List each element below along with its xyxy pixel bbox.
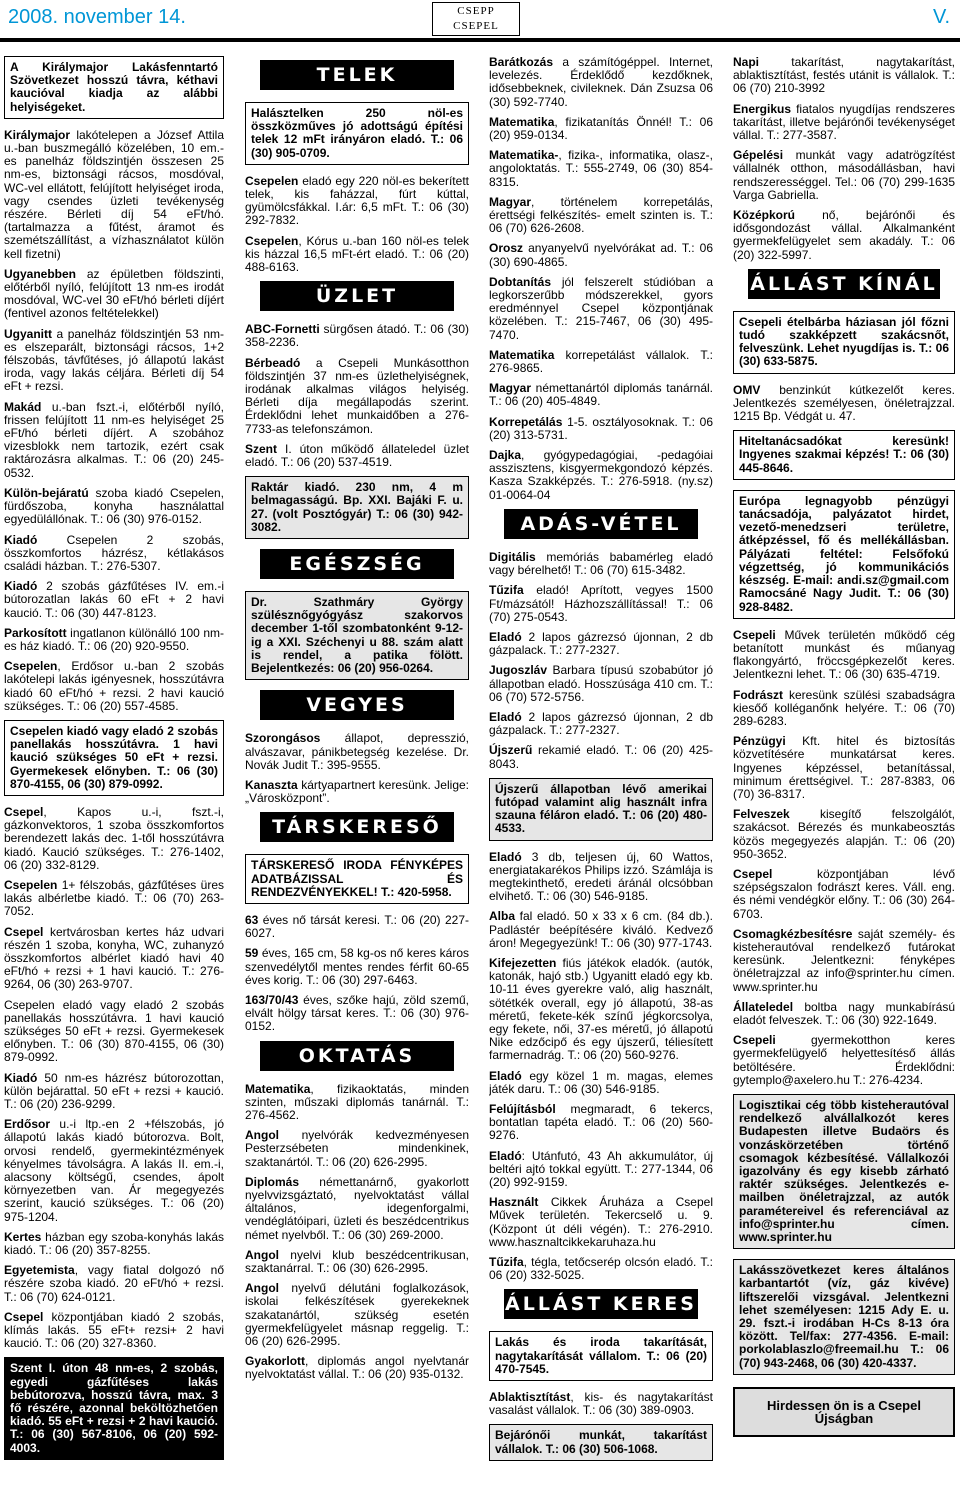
classified-ad <box>733 629 955 682</box>
ad-keyword: Orosz <box>489 241 524 256</box>
ad-text: Csepelen eladó vagy eladó 2 szobás panellakás hosszútávra. 1 havi kaució szükséges 50 eFt + rezsi. Gyermekesek előnyben. T.: 06 (30) 870-4155, 06 (30) 879-0992. <box>4 997 224 1065</box>
classified-ad <box>245 947 469 987</box>
classified-ad <box>245 1355 469 1381</box>
ad-keyword: Gyakorlott <box>245 1354 306 1369</box>
ad-keyword: Matematika <box>245 1081 311 1096</box>
ad-text: házban egy szoba-konyhás lakás kiadó. T.: 06 (20) 357-8255. <box>4 1229 224 1258</box>
classified-ad <box>4 328 224 394</box>
page-header <box>0 0 960 38</box>
ad-text: központjában kiadó 2 szobás, klímás lakás. 55 eFt+ rezsi+ 2 havi kaució. T.: 06 (20) 327-8360. <box>4 1309 224 1351</box>
ad-keyword: Barátkozás <box>489 56 554 69</box>
ad-keyword: Tűzifa <box>489 1255 524 1270</box>
ad-text: 3 db, teljesen új, 60 Wattos, energiatakarékos Philips izzó. Számlája is megtekinthető, eredeti áránál olcsóbban elvihető. T.: 06 (30) 546-9185. <box>489 849 713 904</box>
classified-ad <box>489 851 713 904</box>
ad-text: rekamié eladó. T.: 06 (20) 425-8043. <box>489 743 713 771</box>
ad-keyword: Szorongásos <box>245 731 321 746</box>
ad-keyword: Csepeli <box>733 1033 776 1048</box>
ad-text: , vagy fiatal dolgozó nő részére szoba kiadó. 20 eFt/hó + rezsi. T.: 06 (70) 624-0121. <box>4 1263 224 1304</box>
ad-text: ingatlanon különálló 100 nm-es ház kiadó. T.: 06 (20) 920-9550. <box>4 625 224 653</box>
ad-text: , diplomás angol nyelvtanár nyelvoktatást vállal. T.: 06 (20) 935-0132. <box>245 1354 469 1382</box>
ad-text: , fizikaoktatás, minden szinten, műszaki diplomás tanárnál. T.: 276-4562. <box>245 1081 469 1122</box>
ad-keyword: Csepel <box>4 804 44 819</box>
ad-text: 2 lapos gázrezsó újonnan, 2 db gázpalack. T.: 277-2327. <box>489 629 713 658</box>
masthead-logo: CSEPP CSEPEL <box>432 2 520 36</box>
ad-text: , Kapos u.-i, fszt.-i, gázkonvektoros, 1 szoba összkomfortos berendezett lakás dec. 1-től hosszútávra kiadó. Kaució szükséges. T.: 276-1402, 06 (20) 332-8129. <box>4 804 224 872</box>
section-heading: EGÉSZSÉG <box>260 549 454 579</box>
ad-text: , Kórus u.-ban 160 nöl-es telek kis házzal 16,5 mFt-ért eladó. T.: 06 (20) 488-6163. <box>245 233 469 275</box>
ad-keyword: Matematika- <box>489 148 559 163</box>
ad-text: Cikkek Áruháza a Csepel Művek területén. Tekercselő u. 9. (Központ út déli végén). T.: 276-2910. www.hasznaltcikkekaruhaza.hu <box>489 1195 713 1249</box>
ad-text: némettanártól diplomás tanárnál. T.: 06 (20) 405-4849. <box>489 381 713 409</box>
classified-ad <box>245 1282 469 1348</box>
ad-keyword: Középkorú <box>733 208 796 223</box>
ad-keyword: Kanaszta <box>245 777 298 792</box>
classified-ad <box>245 994 469 1034</box>
ad-keyword: Csepel <box>4 1309 44 1324</box>
ad-keyword: Külön-bejáratú <box>4 485 89 500</box>
ad-text: fiatalos nyugdíjas rendszeres takarítást, illetve bejárónői tevékenységet vállal. T.: 277-3587. <box>733 101 955 143</box>
classified-ad <box>245 914 469 940</box>
ad-text: sürgősen átadó. T.: 06 (30) 358-2236. <box>245 322 469 350</box>
classified-ad <box>489 382 713 408</box>
ad-text: 1-5. osztályosoknak. T.: 06 (20) 313-5731. <box>489 414 713 442</box>
ad-text: 50 nm-es házrész bútorozottan, külön bejárattal. 50 eFt + rezsi + kaució. T.: 06 (20) 236-9299. <box>4 1070 224 1112</box>
ad-keyword: Matematika <box>489 347 555 362</box>
ad-keyword: Állateledel <box>733 999 794 1014</box>
boxed-ad: A Királymajor Lakásfenntartó Szövetkezet hosszú távra, kéthavi kaucióval kiadja az alábbi helyiségeket. <box>4 56 224 119</box>
classified-ad <box>4 401 224 480</box>
classified-ad <box>733 808 955 861</box>
classified-ad <box>4 1072 224 1112</box>
section-heading: VEGYES <box>260 690 454 720</box>
ad-text: boltba nagy munkabírású eladót felveszek. T.: 06 (30) 922-1649. <box>733 999 955 1027</box>
ad-keyword: Csepel <box>733 866 773 881</box>
classified-ad <box>489 56 713 109</box>
ad-keyword: Parkosított <box>4 625 67 640</box>
classified-ad <box>489 910 713 950</box>
ad-keyword: Dobtanítás <box>489 274 552 289</box>
ad-text: Barbara típusú szobabútor jó állapotban eladó. Hosszúsága 410 cm. T.: 06 (70) 572-5756. <box>489 663 713 704</box>
ad-text: központjában lévő szépségszalon fodrászt keres. Váll. eng. és némi vendégkör előny. T.: 06 (30) 264-6703. <box>733 866 955 921</box>
ad-keyword: Szent <box>245 441 278 456</box>
ad-text: , történelem korrepetálás, érettségi felkészítés- emelt szinten is. T.: 06 (70) 626-2608. <box>489 194 713 236</box>
ad-text: a Csepeli Munkásotthon földszintjén 37 nm-es üzlethelyiségnek, irodának alkalmas világos helyiség. Bérleti díja megállapodás szerint. Érdeklődni lehet munkaidőben a 276-7733-as telefonszámon. <box>245 355 469 436</box>
ad-text: nyelvű délutáni foglalkozások, iskolai felkészítések gyerekeknek szakatanártól, szükség esetén gyermekfelügyelet másnap reggelig. T.: 06 (20) 626-2995. <box>245 1281 469 1348</box>
boxed-ad: Lakás és iroda takarítását, nagytakarítását vállalom. T.: 06 (20) 470-7545. <box>489 1331 713 1381</box>
ad-keyword: Matematika <box>489 114 555 129</box>
classified-ad <box>733 689 955 729</box>
ad-text: , fizikatanítás Önnél! T.: 06 (20) 959-0134. <box>489 114 713 143</box>
ad-keyword: Eladó <box>489 629 522 644</box>
ad-text: éves, szőke hajú, zöld szemű, elvált hölgy társat keres. T.: 06 (30) 976-0152. <box>245 992 469 1034</box>
ad-keyword: Kifejezetten <box>489 955 557 970</box>
classified-ad <box>733 103 955 143</box>
classified-ad <box>4 1264 224 1304</box>
boxed-ad: Lakásszövetkezet keres általános karbantartót (víz, gáz kivéve) liftszerelői vizsgával. Jelentkezni lehet személyesen: 1215 Ady E. u. 29. fszt.-i irodában H-Cs 8-13 óra között. Tel/fax: 277-4356. E-mail: porkolablaszlo@freemail.hu T.: 06 (70) 943-2468, 06 (30) 420-4337. <box>733 1259 955 1375</box>
classified-ad <box>489 551 713 577</box>
page-number: V. <box>932 6 950 28</box>
classified-ad <box>245 175 469 228</box>
boxed-ad: Hiteltanácsadókat keresünk! Ingyenes szakmai képzés! T.: 06 (30) 445-8646. <box>733 430 955 480</box>
ad-text: a panelház földszintjén 53 nm-es elszeparált, biztonsági rácsos, 1+2 félszobás, távfűtéses, jó állapotú lakást iroda, vagy lakás céljára. Bérleti díj 54 eFt + rezsi. <box>4 326 224 394</box>
classified-ad <box>489 1196 713 1249</box>
ad-keyword: Tűzifa <box>489 583 524 598</box>
ad-text: Csepelen 2 szobás, összkomfortos házrész, kétlakásos családi házban. T.: 276-5307. <box>4 532 224 573</box>
ad-text: u.-ban fszt.-i, előtérből nyíló, frissen felújított 11 nm-es helyiséget 25 eFt/hó bérleti díjért. A szobához vizesblokk nem tartozik, ezért csak raktározásra alkalmas. T.: 06 (20) 245-0532. <box>4 399 224 480</box>
column-3 <box>489 56 713 1481</box>
classified-ad <box>733 56 955 96</box>
ad-keyword: Angol <box>245 1128 279 1143</box>
highlighted-ad: Szent I. úton 48 nm-es, 2 szobás, egyedi gázfűtéses lakás bebútorozva, hosszú távra, max. 3 fő részére, azonnal beköltözhetően kiadó. 55 eFt + rezsi + 2 havi kaució. T.: 06 (30) 567-8106, 06 (20) 592-4003. <box>4 1357 224 1459</box>
ad-text: saját személy- és kisteherautóval rendelkező futárokat keresünk. Jelentkezni: fényképes önéletrajzzal az info@sprinter.hu címen. www.sprinter.hu <box>733 926 955 994</box>
classified-ad <box>4 1231 224 1257</box>
ad-keyword: 163/70/43 <box>245 992 299 1007</box>
ad-keyword: Csepeli <box>733 627 776 642</box>
ad-text: nyelvi klub beszédcentrikusan, szaktanárral. T.: 06 (30) 626-2995. <box>245 1247 469 1275</box>
classified-ad <box>4 1118 224 1224</box>
ad-text: némettanárnő, gyakorlott nyelvvizsgáztató, nyelvoktatást vállal általános, idegenforgalmi, vendéglátóipari, üzleti és beszédcentrikus német nyelvből. T.: 06 (30) 269-2000. <box>245 1174 469 1242</box>
ad-text: u.-i ltp.-en 2 +félszobás, jó állapotú lakás kiadó bútorozva. Bolt, orvosi rendelő, gyermekintézmények kényelmes távolságra. A lakás II. em.-i, alacsony költségű, csendes, ápolt környezetben van. Ár megegyezés szerint, kaució szükséges. T.: 06 (20) 975-1204. <box>4 1117 224 1224</box>
ad-text: lakótelepen a József Attila u.-ban buszmegálló közelében, 10 em.-es panelház földszintjén összesen 25 nm-es, biztonsági rácsos, mosdóval, WC-vel ellátott, felújított helyiséget iroda, vagy csendes üzleti tevékenység részére. Bérleti díj 54 eFt/hó. (tartalmazza a fűtést, áramot és szemétszállítást, a vízhasználatot külön kell fizetni) <box>4 127 224 261</box>
classified-ad <box>733 209 955 262</box>
section-heading: ÜZLET <box>260 281 454 311</box>
classified-ad <box>245 357 469 436</box>
ad-text: , gyógypedagógiai, -pedagóiai asszisztens, kisgyermekgondozó képzés. Kasza Szakképzés. T.: 276-5918. (ny.sz) 01-0064-04 <box>489 448 713 502</box>
ad-keyword: Gépelési <box>733 148 784 163</box>
classified-ad <box>245 443 469 469</box>
ad-keyword: Korrepetálás <box>489 414 563 429</box>
ad-keyword: Energikus <box>733 101 792 116</box>
classified-ad <box>489 957 713 1063</box>
ad-keyword: Makád <box>4 399 42 414</box>
ad-keyword: Felújításból <box>489 1102 556 1116</box>
ad-text: eladó egy 220 nöl-es bekerített telek, kis faházzal, fúrt kúttal, gyümölcsfákkal. I.ár: 6,5 mFt. T.: 06 (30) 292-7832. <box>245 173 469 228</box>
classified-ad <box>733 1034 955 1087</box>
boxed-ad: Bejárónői munkát, takarítást vállalok. T.: 06 (30) 506-1068. <box>489 1424 713 1460</box>
classified-ad <box>245 235 469 275</box>
classified-ad <box>245 1249 469 1275</box>
issue-date: 2008. november 14. <box>8 6 186 28</box>
ad-keyword: Ugyanebben <box>4 266 77 281</box>
classified-ad <box>4 580 224 620</box>
advertise-footer: Hirdessen ön is a Csepel Újságban <box>733 1387 955 1437</box>
ad-text: az épületben földszinti, előtérből nyíló, felújított 13 nm-es irodát mosdóval, WC-vel 30 eFt/hó bérleti díjért (fentivel azonos feltételekkel) <box>4 266 224 321</box>
ad-keyword: Csepel <box>4 924 44 939</box>
classified-ad <box>489 1150 713 1190</box>
ad-keyword: Eladó <box>489 849 522 864</box>
ad-keyword: Dajka <box>489 448 522 463</box>
classified-ad <box>4 129 224 261</box>
ad-text: korrepetálást vállalok. T.: 276-9865. <box>489 347 713 376</box>
ad-keyword: Alba <box>489 909 516 924</box>
ad-keyword: Kertes <box>4 1229 42 1244</box>
ad-text: : Utánfutó, 43 Ah akkumulátor, új beltéri ajtó tokkal együtt. T.: 277-1344, 06 (20) 992-9159. <box>489 1148 713 1190</box>
ad-text: állapot, depresszió, alvászavar, pánikbetegség kezelése. Dr. Novák Judit T.: 395-9555. <box>245 731 469 772</box>
ad-keyword: Bérbeadó <box>245 355 301 370</box>
classified-ad <box>489 1103 713 1143</box>
section-heading: TÁRSKERESŐ <box>260 812 454 842</box>
ad-text: a számítógéppel. Internet, levelezés. Érdeklődő kezdőknek, idősebbeknek, civileknek. Dán Zsuzsa 06 (30) 592-7740. <box>489 56 713 109</box>
ad-text: munkát vagy adatrögzítést vállalnék otthon, másodállásban, havi rendszerességgel. Tel.: 06 (70) 299-1635 Varga Gabriella. <box>733 148 955 202</box>
classified-ad <box>4 268 224 321</box>
ad-keyword: Egyetemista <box>4 1263 75 1278</box>
classified-ad <box>489 1070 713 1096</box>
classified-ad <box>489 449 713 502</box>
boxed-ad: Európa legnagyobb pénzügyi tanácsadója, palyázatot hirdet, vezető-menedzseri területre, átképzéssel, fő és mellékállásban. Pályázati feltétel: Felsőfokú végzettség, jó kommunikációs készség. E-mail: andi.sz@gmail.com Ramocsáné Nagy Judit. T.: 06 (30) 928-8482. <box>733 490 955 619</box>
boxed-ad: Dr. Szathmáry György szülésznőgyógyász szakorvos december 1-től szombatonként 9-12-ig a XXI. Széchenyi u 88. szám alatt is rendel, a patika fölött. Bejelentkezés: 06 (20) 956-0264. <box>245 591 469 680</box>
classified-ad <box>489 744 713 770</box>
classified-ad <box>489 116 713 142</box>
ad-text: Kft. hitel és biztosítás közvetítésére munkatársat keres. Ingyenes képzéssel, betanítással, minimum érettségivel. T.: 287-8383, 06 (70) 36-8317. <box>733 734 955 801</box>
ad-text: 1+ félszobás, gázfűtéses üres lakás albérletbe kiadó. T.: 06 (70) 263-7052. <box>4 877 224 919</box>
ad-text: keresünk szülési szabadságra kiesőő kolléganőnk helyére. T.: 06 (70) 289-6283. <box>733 687 955 728</box>
ad-keyword: Diplomás <box>245 1174 300 1189</box>
ad-keyword: Kiadó <box>4 1070 38 1085</box>
classified-ad <box>489 196 713 236</box>
classified-ad <box>4 879 224 919</box>
ad-keyword: Napi <box>733 56 760 69</box>
section-heading: TELEK <box>260 60 454 90</box>
ad-keyword: Digitális <box>489 549 536 564</box>
classified-ad <box>733 149 955 202</box>
ad-keyword: Pénzügyi <box>733 734 786 749</box>
classified-ad <box>4 660 224 713</box>
boxed-ad: Logisztikai cég több kisteherautóval rendelkező alvállalkozót keres Budapesten illetve Budaörs és vonzáskörzetében történő csomagok kézbesítésé. Vállalkozói igazolvány és egy kisebb zárható raktér szükséges. Jelentkezés e-mailben önéletrajzzal, az autók paramétereivel és referenciával az info@sprinter.hu címen. www.sprinter.hu <box>733 1094 955 1249</box>
ad-keyword: 63 <box>245 912 259 927</box>
section-heading: ADÁS-VÉTEL <box>504 509 698 539</box>
ad-text: I. úton működő állateledel üzlet eladó. T.: 06 (20) 537-4519. <box>245 441 469 470</box>
classified-ad <box>4 487 224 527</box>
classified-ad <box>245 1176 469 1242</box>
classified-ad <box>489 584 713 624</box>
column-2 <box>245 56 469 1481</box>
ad-text: éves nő társát keresi. T.: 06 (20) 227-6027. <box>245 912 469 941</box>
ad-keyword: Fodrászt <box>733 687 784 702</box>
ad-keyword: Csepelen <box>245 233 299 248</box>
classified-ad <box>4 1311 224 1351</box>
classified-ad <box>489 242 713 268</box>
boxed-ad: Újszerű állapotban lévő amerikai futópad valamint alig használt infra szauna féláron eladó. T.: 06 (20) 480-4533. <box>489 778 713 841</box>
classified-ad <box>489 631 713 657</box>
ad-text: fal eladó. 50 x 33 x 6 cm. (84 db.). Padlástér beépítésére kiváló. Kedvező áron! Megegyezünk! T.: 06 (30) 977-1743. <box>489 909 713 950</box>
ad-text: , tégla, tetőcserép olcsón eladó. T.: 06 (20) 332-5025. <box>489 1255 713 1283</box>
ad-keyword: Erdősor <box>4 1117 51 1132</box>
ad-text: anyanyelvű nyelvórákat ad. T.: 06 (30) 690-4865. <box>489 241 713 269</box>
ad-keyword: Eladó <box>489 1148 522 1163</box>
ad-text: kisegítő felszolgálót, szakácsot. Bérezés és munkabeosztás közös megegyezés alapján. T.: 06 (20) 950-3652. <box>733 807 955 861</box>
ad-keyword: Királymajor <box>4 127 71 142</box>
classified-ad <box>489 664 713 704</box>
header-rule <box>0 38 960 42</box>
ad-keyword: ABC-Fornetti <box>245 322 320 337</box>
ad-text: eladó! Aprított, vegyes 1500 Ft/mázsától! Házhozszállítással! T.: 06 (70) 275-0543. <box>489 583 713 624</box>
column-4 <box>733 56 955 1481</box>
classified-ad <box>4 999 224 1065</box>
classified-ad <box>733 868 955 921</box>
ad-text: nő, bejárónői és idősgondozást vállal. Alkalmanként gyermekfelügyelet sem akadály. T.: 06 (20) 322-5997. <box>733 208 955 262</box>
boxed-ad: Csepeli ételbárba háziasan jól főzni tudó szakképzett szakácsnőt, felveszünk. Lehet nyugdíjas is. T.: 06 (30) 633-5875. <box>733 311 955 374</box>
ad-text: nyelvórák kedvezményesen Pesterzsébeten mindenkinek, szaktanártól. T.: 06 (20) 626-2995. <box>245 1128 469 1169</box>
ad-text: , Erdősor u.-ban 2 szobás lakótelepi lakás igényesnek, hosszútávra kiadó 60 eFt/hó + rezsi. 2 havi kaució szükséges. T.: 06 (20) 557-4585. <box>4 659 224 713</box>
classified-ad <box>245 779 469 805</box>
ad-keyword: Jugoszláv <box>489 663 548 678</box>
ad-keyword: Csomagkézbesítésre <box>733 926 853 941</box>
section-heading: ÁLLÁST KÍNÁL <box>748 269 940 299</box>
ad-text: gyermekotthon keres gyermekfelügyelő helyettesítéső állás betöltésére. Érdeklődni: gytemplo@axelero.hu T.: 276-4234. <box>733 1033 955 1087</box>
ad-keyword: Csepelen <box>4 877 58 892</box>
ad-keyword: Eladó <box>489 709 522 724</box>
ad-text: , kis- és nagytakarítást vasalást vállalok. T.: 06 (30) 389-0903. <box>489 1390 713 1418</box>
boxed-ad: Halásztelken 250 nöl-es összközműves jó adottságú építési telek 12 mFt irányáron eladó. T.: 06 (30) 905-0709. <box>245 102 469 165</box>
classified-ad <box>489 276 713 342</box>
ad-keyword: Eladó <box>489 1068 522 1083</box>
classified-ad <box>489 711 713 737</box>
classified-ad <box>733 384 955 424</box>
ad-keyword: Ugyanitt <box>4 326 52 341</box>
classified-ad <box>245 1129 469 1169</box>
ad-text: 2 lapos gázrezsó újonnan, 2 db gázpalack. T.: 277-2327. <box>489 709 713 738</box>
ad-text: fiús játékok eladók. (autók, katonák, hajó stb.) Ugyanitt eladó egy kb. 10-11 éves gyerekre való, alig használt, sötétkék overall, egy jó állapotú, 38-as méretű, fekete-kék színű jégkorcsolya, egy fekete, női, 37-es méretű, jó állapotú Nike edzőcipő és egy újszerű, téliesített farmernadrág. T.: 06 (20) 560-9276. <box>489 955 713 1063</box>
column-1 <box>4 56 224 1481</box>
classified-ad <box>489 416 713 442</box>
classified-ad <box>489 149 713 189</box>
classified-ad <box>4 627 224 653</box>
classified-ad <box>733 735 955 801</box>
classified-ad <box>733 1001 955 1027</box>
classified-ad <box>245 732 469 772</box>
section-heading: OKTATÁS <box>260 1041 454 1071</box>
ad-text: egy közel 1 m. magas, elemes játék daru. T.: 06 (30) 546-9185. <box>489 1068 713 1096</box>
ad-text: Művek területén működő cég betanított munkást és műanyag flakongyártó, fröccsgépkezelőt keres. Jelentkezni lehet. T.: 06 (30) 635-4719. <box>733 627 955 682</box>
classified-ad <box>733 928 955 994</box>
ad-keyword: Magyar <box>489 381 532 396</box>
classified-ad <box>4 806 224 872</box>
boxed-ad: TÁRSKERESŐ IRODA FÉNYKÉPES ADATBÁZISSAL ÉS RENDEZVÉNYEKKEL! T.: 420-5958. <box>245 854 469 904</box>
ad-text: 2 szobás gázfűtéses IV. em.-i bútorozatlan lakás 60 eFt + 2 havi kaució. T.: 06 (30) 447-8123. <box>4 579 224 620</box>
classified-ad <box>4 926 224 992</box>
ad-text: benzinkút kútkezelőt keres. Jelentkezés személyesen, önéletrajzzal. 1215 Bp. Védgát u. 47. <box>733 382 955 424</box>
ad-text: éves, 165 cm, 58 kg-os nő keres káros szenvedélytől mentes rendes férfit 60-65 éves korig. T.: 06 (30) 297-6463. <box>245 946 469 987</box>
classified-ad <box>245 1083 469 1123</box>
boxed-ad: Raktár kiadó. 230 nm, 4 m belmagasságú. Bp. XXI. Bajáki F. u. 27. (volt Posztógyár) T.: 06 (30) 942-3082. <box>245 476 469 539</box>
ad-text: , fizika-, informatika, olasz-, angoloktatás. T.: 555-2749, 06 (30) 854-8315. <box>489 148 713 189</box>
ad-keyword: Angol <box>245 1247 279 1262</box>
ad-keyword: 59 <box>245 946 259 961</box>
ad-keyword: Csepelen <box>4 659 58 674</box>
ad-keyword: Angol <box>245 1281 279 1296</box>
ad-keyword: Használt <box>489 1195 539 1210</box>
ad-text: kertvárosban kertes ház udvari részén 1 szoba, konyha, WC, zuhanyzó összkomfortos albérlet kiadó havi 40 eFt/hó + rezsi + 1 havi kaució. T.: 276-9264, 06 (30) 263-9707. <box>4 924 224 992</box>
section-heading: ÁLLÁST KERES <box>504 1289 698 1319</box>
ad-text: megmaradt, 6 tekercs, bontatlan tapéta eladó. T.: 06 (20) 560-9276. <box>489 1102 713 1143</box>
ad-keyword: OMV <box>733 382 761 397</box>
ad-keyword: Kiadó <box>4 579 38 594</box>
ad-text: memóriás babamérleg eladó vagy bérelhető! T.: 06 (70) 615-3482. <box>489 549 713 578</box>
ad-keyword: Felveszek <box>733 807 790 822</box>
ad-keyword: Újszerű <box>489 743 533 758</box>
classified-ad <box>4 534 224 574</box>
ad-keyword: Csepelen <box>245 173 299 188</box>
ad-text: jól felszerelt stúdióban a legkorszerűbb módszerekkel, gyors eredménnyel Csepel központjának közelében. T.: 215-7467, 06 (30) 495-7470. <box>489 274 713 342</box>
classified-ad <box>489 349 713 375</box>
classified-ad <box>245 323 469 349</box>
classified-ad <box>489 1391 713 1417</box>
ad-text: takarítást, nagytakarítást, ablaktisztítást, festés utánit is vállalok. T.: 06 (70) 210-3992 <box>733 56 955 96</box>
ad-text: kártyapartnert keresünk. Jelige: „Városközpont”. <box>245 777 469 806</box>
ad-keyword: Magyar <box>489 194 532 209</box>
ad-keyword: Kiadó <box>4 532 38 547</box>
classified-ad <box>489 1256 713 1282</box>
ad-text: szoba kiadó Csepelen, fürdőszoba, konyha használattal egyedülállónak. T.: 06 (30) 976-0152. <box>4 485 224 527</box>
boxed-ad: Csepelen kiadó vagy eladó 2 szobás panellakás hosszútávra. 1 havi kaució szükséges 50 eFt + rezsi. Gyermekesek előnyben. T.: 06 (30) 870-4155, 06 (30) 879-0992. <box>4 720 224 796</box>
ad-keyword: Ablaktisztítást <box>489 1390 571 1405</box>
